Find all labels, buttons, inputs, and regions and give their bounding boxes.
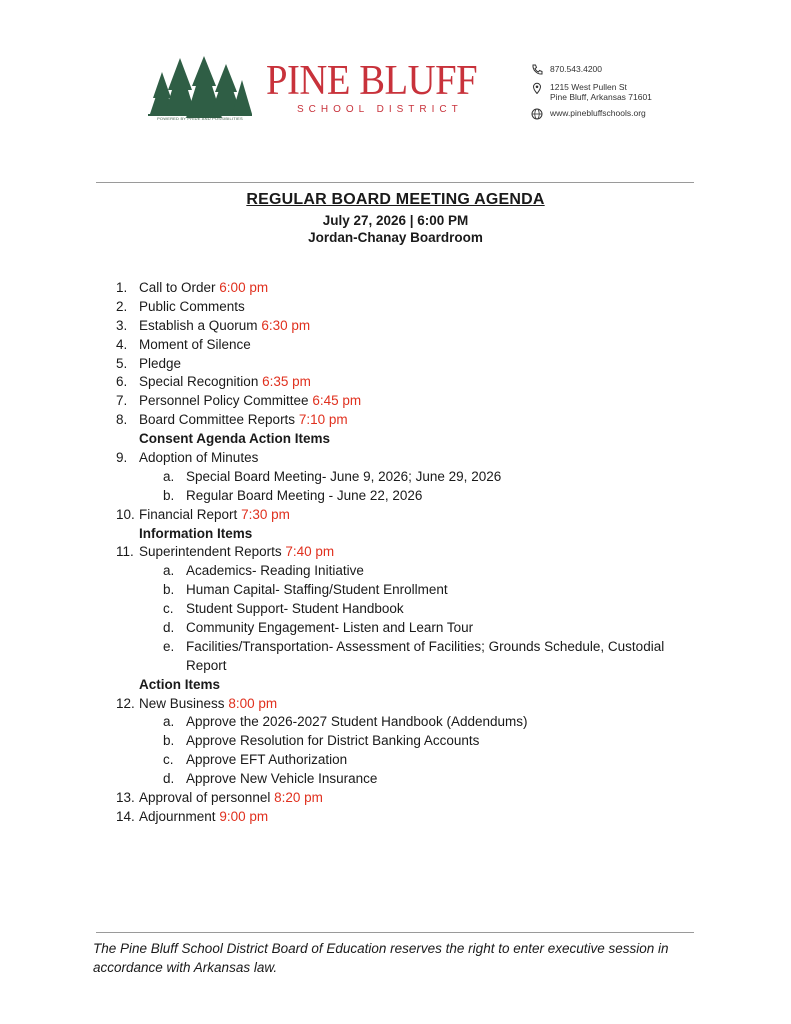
subitem-label: Student Support- Student Handbook (186, 601, 404, 617)
letterhead (0, 0, 791, 140)
pine-trees-logo-icon (146, 56, 254, 122)
agenda-subitem (0, 468, 791, 487)
item-text (139, 449, 258, 468)
agenda-subitem (0, 487, 791, 506)
item-time: 8:20 pm (274, 790, 323, 806)
item-time: 7:10 pm (298, 412, 348, 428)
section-label: Information Items (139, 525, 253, 541)
subitem-label: Approve Resolution for District Banking Accounts (186, 733, 480, 749)
item-time: 8:00 pm (228, 695, 278, 711)
item-text (139, 789, 323, 808)
item-number: 2. (116, 298, 128, 314)
website-url[interactable]: www.pinebluffschools.org (550, 108, 646, 118)
item-label: New Business (139, 695, 225, 711)
item-number: 7. (116, 393, 128, 409)
subitem-letter: a. (163, 714, 175, 730)
agenda-item (0, 411, 791, 430)
item-label: Board Committee Reports (139, 412, 296, 428)
item-label: Adoption of Minutes (139, 450, 259, 466)
agenda-item (0, 449, 791, 468)
agenda-subitem-continuation (0, 657, 791, 676)
subitem-letter: a. (163, 468, 175, 484)
agenda-title: REGULAR BOARD MEETING AGENDA (246, 191, 545, 208)
agenda-section-heading (0, 430, 791, 449)
agenda-item (0, 808, 791, 827)
agenda-subitem (0, 638, 791, 657)
subitem-label: Special Board Meeting- June 9, 2026; June 29, 2026 (186, 468, 502, 484)
address-line-1: 1215 West Pullen St (550, 82, 627, 92)
agenda-item (0, 279, 791, 298)
item-text (139, 808, 268, 827)
item-text (139, 355, 181, 374)
agenda-subitem (0, 600, 791, 619)
district-name: PINE BLUFF (266, 58, 478, 104)
agenda-subitem (0, 751, 791, 770)
subitem-letter: c. (163, 752, 174, 768)
subitem-label: Human Capital- Staffing/Student Enrollment (186, 582, 448, 598)
subitem-label: Approve the 2026-2027 Student Handbook (Addendums) (186, 714, 528, 730)
item-text (139, 336, 251, 355)
meeting-date-time: July 27, 2026 | 6:00 PM (322, 213, 469, 228)
item-number: 13. (116, 790, 135, 806)
item-time: 6:45 pm (312, 393, 362, 409)
subitem-letter: d. (163, 620, 175, 636)
item-label: Financial Report (139, 506, 238, 522)
subitem-label: Community Engagement- Listen and Learn Tour (186, 620, 474, 636)
item-label: Special Recognition (139, 374, 259, 390)
item-text (139, 543, 334, 562)
globe-icon (530, 108, 544, 120)
item-label: Superintendent Reports (139, 544, 282, 560)
item-label: Adjournment (139, 808, 216, 824)
item-number: 3. (116, 317, 128, 333)
agenda-subitem (0, 562, 791, 581)
item-text (139, 279, 268, 298)
item-label: Call to Order (139, 280, 216, 295)
top-divider (96, 182, 694, 183)
item-text (139, 317, 310, 336)
item-label: Pledge (139, 355, 182, 371)
subitem-letter: a. (163, 563, 175, 579)
subitem-letter: b. (163, 733, 175, 749)
item-label: Moment of Silence (139, 336, 251, 352)
section-label: Consent Agenda Action Items (139, 431, 331, 447)
phone-icon (530, 64, 544, 76)
agenda-item (0, 355, 791, 374)
item-time: 9:00 pm (219, 808, 269, 824)
agenda-section-heading (0, 676, 791, 695)
subitem-letter: b. (163, 582, 175, 598)
item-number: 4. (116, 336, 128, 352)
agenda-list (0, 279, 791, 827)
item-number: 8. (116, 412, 128, 428)
item-text (139, 373, 311, 392)
subitem-label-continuation: Report (186, 657, 227, 673)
agenda-subitem (0, 581, 791, 600)
contact-block (530, 64, 652, 126)
item-label: Approval of personnel (139, 790, 271, 806)
address-line-2: Pine Bluff, Arkansas 71601 (550, 92, 652, 102)
item-text (139, 298, 245, 317)
agenda-section-heading (0, 525, 791, 544)
contact-website (530, 108, 652, 120)
item-number: 1. (116, 280, 128, 295)
agenda-subitem (0, 713, 791, 732)
subitem-label: Approve New Vehicle Insurance (186, 771, 378, 787)
item-text (139, 392, 361, 411)
tagline: POWERED BY PRIDE AND POSSIBILITIES (157, 116, 243, 121)
item-time: 6:00 pm (219, 280, 269, 295)
meeting-location: Jordan-Chanay Boardroom (308, 230, 483, 245)
item-label: Public Comments (139, 298, 245, 314)
agenda-item (0, 373, 791, 392)
agenda-subitem (0, 732, 791, 751)
item-text (139, 506, 290, 525)
agenda-item (0, 298, 791, 317)
phone-number: 870.543.4200 (550, 64, 602, 74)
agenda-item (0, 506, 791, 525)
subitem-label: Facilities/Transportation- Assessment of Facilities; Grounds Schedule, Custodial (186, 638, 665, 654)
contact-address (530, 82, 652, 102)
item-number: 14. (116, 808, 135, 824)
item-time: 6:35 pm (262, 374, 311, 390)
agenda-item (0, 543, 791, 562)
agenda-item (0, 336, 791, 355)
agenda-subitem (0, 619, 791, 638)
subitem-letter: b. (163, 487, 175, 503)
item-time: 7:30 pm (241, 506, 290, 522)
footer-note: The Pine Bluff School District Board of Education reserves the right to enter executive session in accordance with Arkansas law. (93, 941, 669, 975)
item-time: 7:40 pm (285, 544, 335, 560)
item-label: Establish a Quorum (139, 317, 258, 333)
agenda-item (0, 789, 791, 808)
item-number: 11. (116, 544, 134, 560)
item-text (139, 695, 277, 714)
item-number: 9. (116, 450, 128, 466)
agenda-item (0, 317, 791, 336)
district-subtitle: SCHOOL DISTRICT (297, 104, 463, 115)
subitem-letter: d. (163, 771, 175, 787)
subitem-letter: e. (163, 638, 175, 654)
agenda-item (0, 392, 791, 411)
item-number: 6. (116, 374, 128, 390)
agenda-item (0, 695, 791, 714)
item-label: Personnel Policy Committee (139, 393, 309, 409)
item-number: 10. (116, 506, 135, 522)
item-number: 12. (116, 695, 135, 711)
item-number: 5. (116, 355, 128, 371)
bottom-divider (96, 932, 694, 933)
contact-phone (530, 64, 652, 76)
subitem-label: Approve EFT Authorization (186, 752, 348, 768)
subitem-letter: c. (163, 601, 174, 617)
location-pin-icon (530, 82, 544, 94)
agenda-subitem (0, 770, 791, 789)
item-text (139, 411, 348, 430)
item-time: 6:30 pm (261, 317, 311, 333)
subitem-label: Regular Board Meeting - June 22, 2026 (186, 487, 423, 503)
subitem-label: Academics- Reading Initiative (186, 563, 364, 579)
section-label: Action Items (139, 676, 221, 692)
